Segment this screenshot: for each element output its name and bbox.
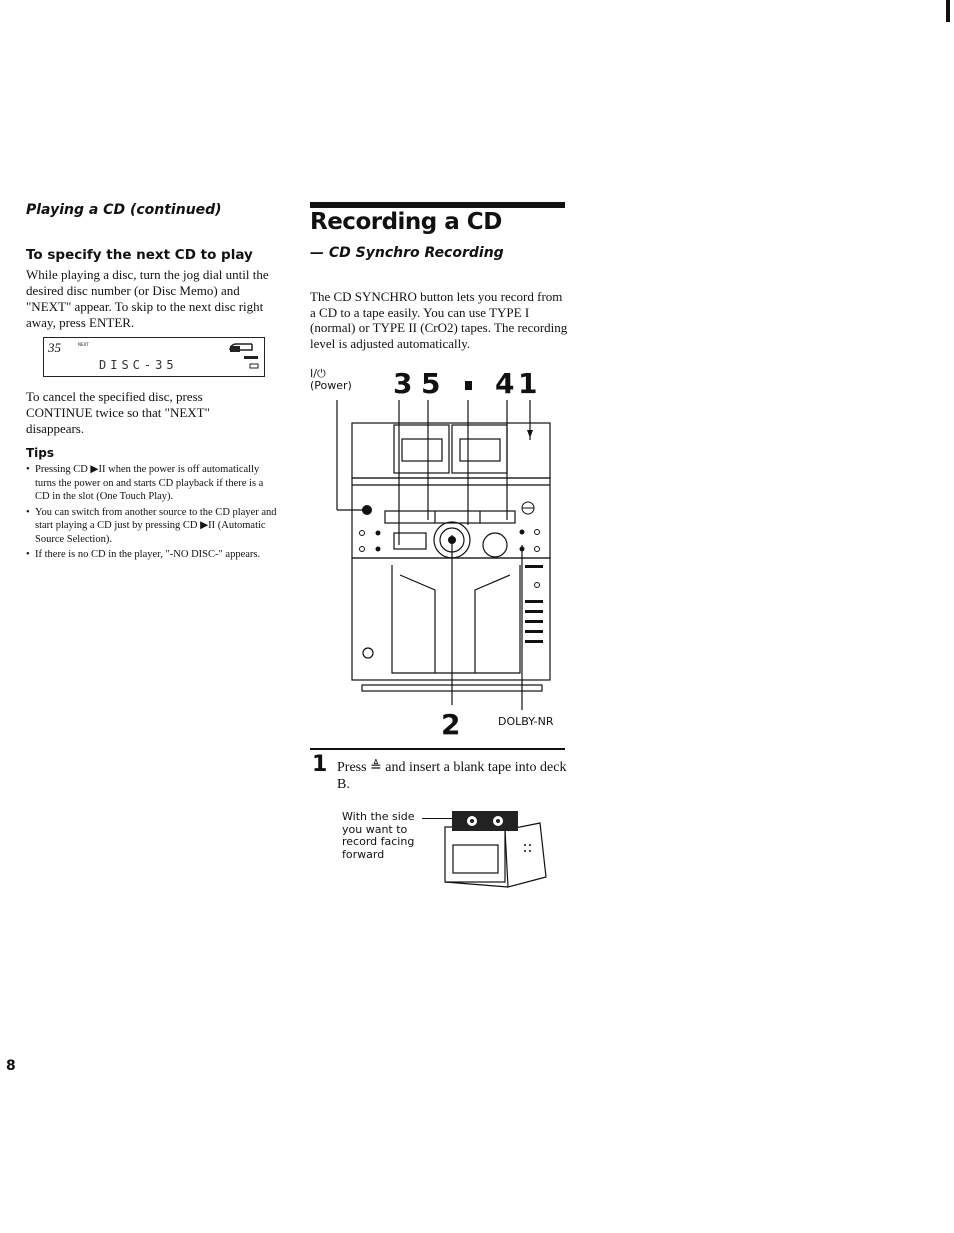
caption-line: forward (342, 848, 385, 862)
callout-4: 4 (495, 367, 515, 400)
tips-list (26, 463, 278, 564)
caption-line: With the side (342, 810, 415, 823)
power-text: (Power) (310, 379, 352, 392)
tip-item: • If there is no CD in the player, "-NO DISC-" appears. (26, 548, 278, 562)
svg-text:NEXT: NEXT (78, 342, 89, 347)
step-rule (310, 748, 565, 750)
tips-heading: Tips (26, 446, 55, 460)
title-rule (310, 202, 565, 208)
intro-paragraph: While playing a disc, turn the jog dial until the desired disc number (or Disc Memo) and "NEXT" appear. To skip to the next disc right away, press ENTER. (26, 267, 269, 330)
callout-2: 2 (441, 708, 461, 741)
main-paragraph: The CD SYNCHRO button lets you record from a CD to a tape easily. You can use TYPE I (normal) or TYPE II (CrO2) tapes. The recording level is adjusted automatically. (310, 289, 568, 351)
tape-caption (342, 811, 415, 862)
caption-line: you want to (342, 822, 408, 836)
callout-5: 5 (421, 367, 441, 400)
stop-icon (465, 381, 472, 390)
page-title: Recording a CD (310, 209, 502, 235)
step-text: Press ≜ and insert a blank tape into deck B. (337, 760, 567, 792)
power-symbol: I/⏻ (310, 367, 326, 380)
tip-item: • Pressing CD ▶II when the power is off automatically turns the power on and starts CD playback if there is a CD in the slot (One Touch Play). (26, 463, 278, 504)
caption-line: record facing (342, 835, 415, 849)
display-disc-number: 35 (48, 340, 61, 355)
dolby-nr-label: DOLBY-NR (498, 715, 554, 728)
tip-item: • You can switch from another source to the CD player and start playing a CD just by pressing CD ▶II (Automatic Source Selection). (26, 506, 278, 547)
power-label (310, 368, 352, 392)
page-subtitle: — CD Synchro Recording (310, 245, 504, 261)
cassette-deck-diagram (440, 805, 555, 895)
cancel-paragraph: To cancel the specified disc, press CONTINUE twice so that "NEXT" disappears. (26, 389, 210, 436)
page-number: 8 (6, 1058, 16, 1074)
callout-1: 1 (518, 367, 538, 400)
sub-heading: To specify the next CD to play (26, 247, 253, 263)
page-edge-mark (946, 0, 950, 22)
step-number: 1 (312, 752, 328, 777)
display-disc-text: DISC-35 (99, 358, 178, 372)
display-illustration (43, 337, 265, 377)
stereo-system-diagram (330, 395, 560, 715)
callout-3: 3 (393, 367, 413, 400)
section-header: Playing a CD (continued) (26, 202, 222, 218)
